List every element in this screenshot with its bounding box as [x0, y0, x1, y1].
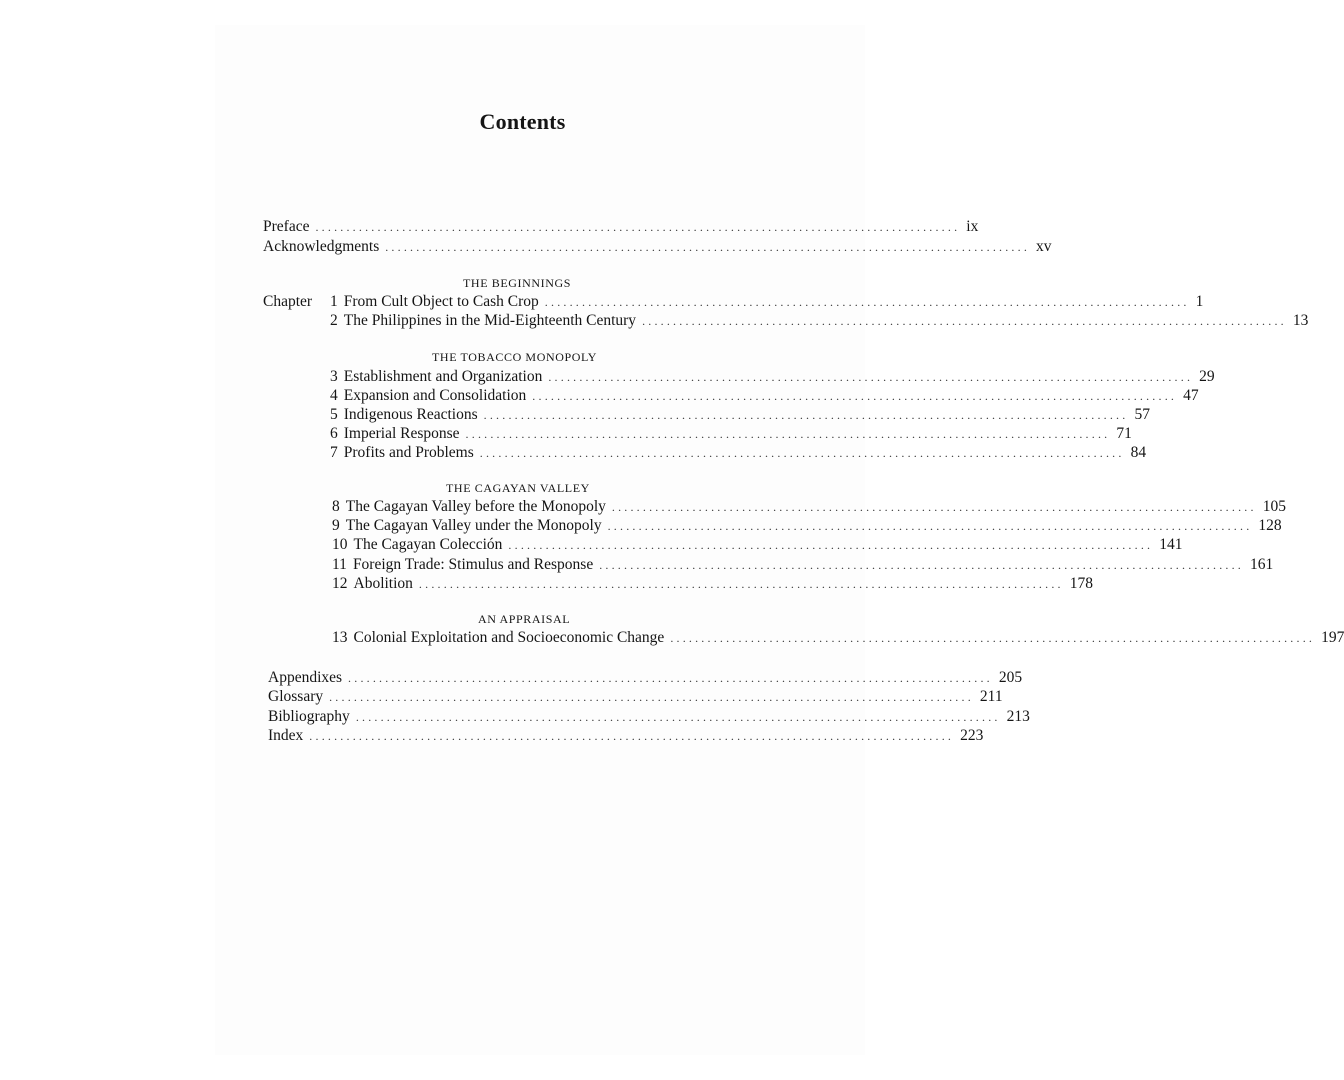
entry-page-number: 105 — [1262, 498, 1286, 515]
entry-page-number: 57 — [1134, 406, 1150, 423]
entry-page-number: 13 — [1292, 312, 1309, 329]
leader-dots: ........................................................................................................ — [348, 671, 993, 685]
leader-dots: ........................................................................................................ — [544, 295, 1190, 309]
chapter-number: 3 — [330, 368, 338, 385]
chapter-number: 6 — [330, 425, 338, 442]
entry-page-number: 141 — [1159, 536, 1183, 553]
chapter-number: 10 — [332, 536, 348, 553]
leader-dots: ........................................................................................................ — [611, 500, 1257, 514]
entry-label: Index — [268, 727, 304, 744]
toc-entry-chapter — [332, 535, 1183, 555]
entry-label: Profits and Problems — [343, 444, 474, 461]
entry-page-number: xv — [1036, 238, 1052, 255]
entry-page-number: 223 — [960, 727, 984, 744]
entry-label: Acknowledgments — [263, 238, 380, 255]
leader-dots: ........................................................................................................ — [670, 631, 1316, 645]
entry-page-number: 29 — [1199, 368, 1215, 385]
toc-entry-appendixes — [268, 668, 1023, 688]
leader-dots: ........................................................................................................ — [479, 446, 1125, 460]
leader-dots: ........................................................................................................ — [465, 427, 1111, 441]
toc-entry-chapter — [332, 628, 1344, 648]
toc-entry-chapter — [332, 497, 1286, 517]
entry-page-number: 47 — [1183, 387, 1199, 404]
entry-label: Glossary — [268, 688, 324, 705]
entry-label: The Philippines in the Mid-Eighteenth Century — [343, 312, 637, 329]
leader-dots: ........................................................................................................ — [309, 729, 955, 743]
section-heading: THE BEGINNINGS — [463, 276, 572, 290]
leader-dots: ........................................................................................................ — [642, 314, 1287, 328]
entry-label: Establishment and Organization — [343, 368, 543, 385]
toc-entry-chapter — [330, 386, 1199, 406]
entry-page-number: 197 — [1321, 629, 1344, 646]
leader-dots: ........................................................................................................ — [599, 558, 1245, 572]
chapter-number: 8 — [332, 498, 340, 515]
leader-dots: ........................................................................................................ — [329, 690, 974, 704]
entry-page-number: ix — [966, 218, 979, 235]
leader-dots: ........................................................................................................ — [483, 408, 1129, 422]
entry-label: Bibliography — [268, 708, 350, 725]
toc-entry-chapter — [330, 405, 1150, 425]
toc-entry-bibliography — [268, 707, 1030, 727]
entry-page-number: 178 — [1069, 575, 1093, 592]
entry-page-number: 128 — [1258, 517, 1282, 534]
entry-page-number: 211 — [979, 688, 1003, 705]
section-heading: THE TOBACCO MONOPOLY — [432, 350, 598, 364]
chapter-number: 9 — [332, 517, 340, 534]
entry-label: Preface — [263, 218, 310, 235]
leader-dots: ........................................................................................................ — [532, 389, 1178, 403]
entry-page-number: 1 — [1195, 293, 1204, 310]
chapter-word: Chapter — [263, 293, 313, 310]
entry-label: From Cult Object to Cash Crop — [343, 293, 539, 310]
page-title: Contents — [479, 109, 566, 134]
entry-page-number: 213 — [1006, 708, 1030, 725]
toc-entry-chapter — [332, 516, 1282, 536]
chapter-number: 4 — [330, 387, 338, 404]
entry-label: The Cagayan Colección — [353, 536, 503, 553]
toc-entry-glossary — [268, 687, 1003, 707]
chapter-number: 13 — [332, 629, 348, 646]
entry-label: Imperial Response — [343, 425, 460, 442]
toc-entry-preface — [263, 217, 979, 237]
entry-label: Abolition — [353, 575, 413, 592]
chapter-number: 7 — [330, 444, 338, 461]
toc-entry-chapter — [330, 367, 1215, 387]
entry-label: Appendixes — [268, 669, 343, 686]
chapter-number: 5 — [330, 406, 338, 423]
section-heading: THE CAGAYAN VALLEY — [446, 481, 590, 495]
entry-label: Expansion and Consolidation — [343, 387, 527, 404]
leader-dots: ........................................................................................................ — [607, 519, 1253, 533]
toc-entry-chapter — [330, 443, 1147, 463]
leader-dots: ........................................................................................................ — [418, 577, 1064, 591]
leader-dots: ........................................................................................................ — [315, 220, 961, 234]
chapter-number: 2 — [330, 312, 338, 329]
entry-label: Indigenous Reactions — [343, 406, 478, 423]
chapter-number: 1 — [330, 293, 338, 310]
toc-entry-chapter — [330, 311, 1309, 331]
entry-label: Foreign Trade: Stimulus and Response — [352, 556, 594, 573]
entry-label: The Cagayan Valley under the Monopoly — [345, 517, 602, 534]
toc-entry-index — [268, 726, 984, 746]
toc-entry-chapter — [332, 555, 1274, 575]
leader-dots: ........................................................................................................ — [355, 710, 1001, 724]
chapter-number: 12 — [332, 575, 348, 592]
entry-page-number: 161 — [1250, 556, 1274, 573]
leader-dots: ........................................................................................................ — [508, 538, 1154, 552]
leader-dots: ........................................................................................................ — [385, 240, 1031, 254]
toc-entry-chapter — [332, 574, 1093, 594]
entry-page-number: 84 — [1130, 444, 1147, 461]
entry-page-number: 205 — [998, 669, 1023, 686]
leader-dots: ........................................................................................................ — [548, 370, 1194, 384]
toc-entry-acknowledgments — [263, 237, 1052, 257]
toc-entry-chapter — [330, 424, 1132, 444]
entry-page-number: 71 — [1116, 425, 1132, 442]
toc-entry-chapter — [330, 292, 1204, 312]
section-heading: AN APPRAISAL — [478, 612, 571, 626]
entry-label: The Cagayan Valley before the Monopoly — [345, 498, 606, 515]
entry-label: Colonial Exploitation and Socioeconomic Change — [353, 629, 665, 646]
chapter-number: 11 — [332, 556, 347, 573]
